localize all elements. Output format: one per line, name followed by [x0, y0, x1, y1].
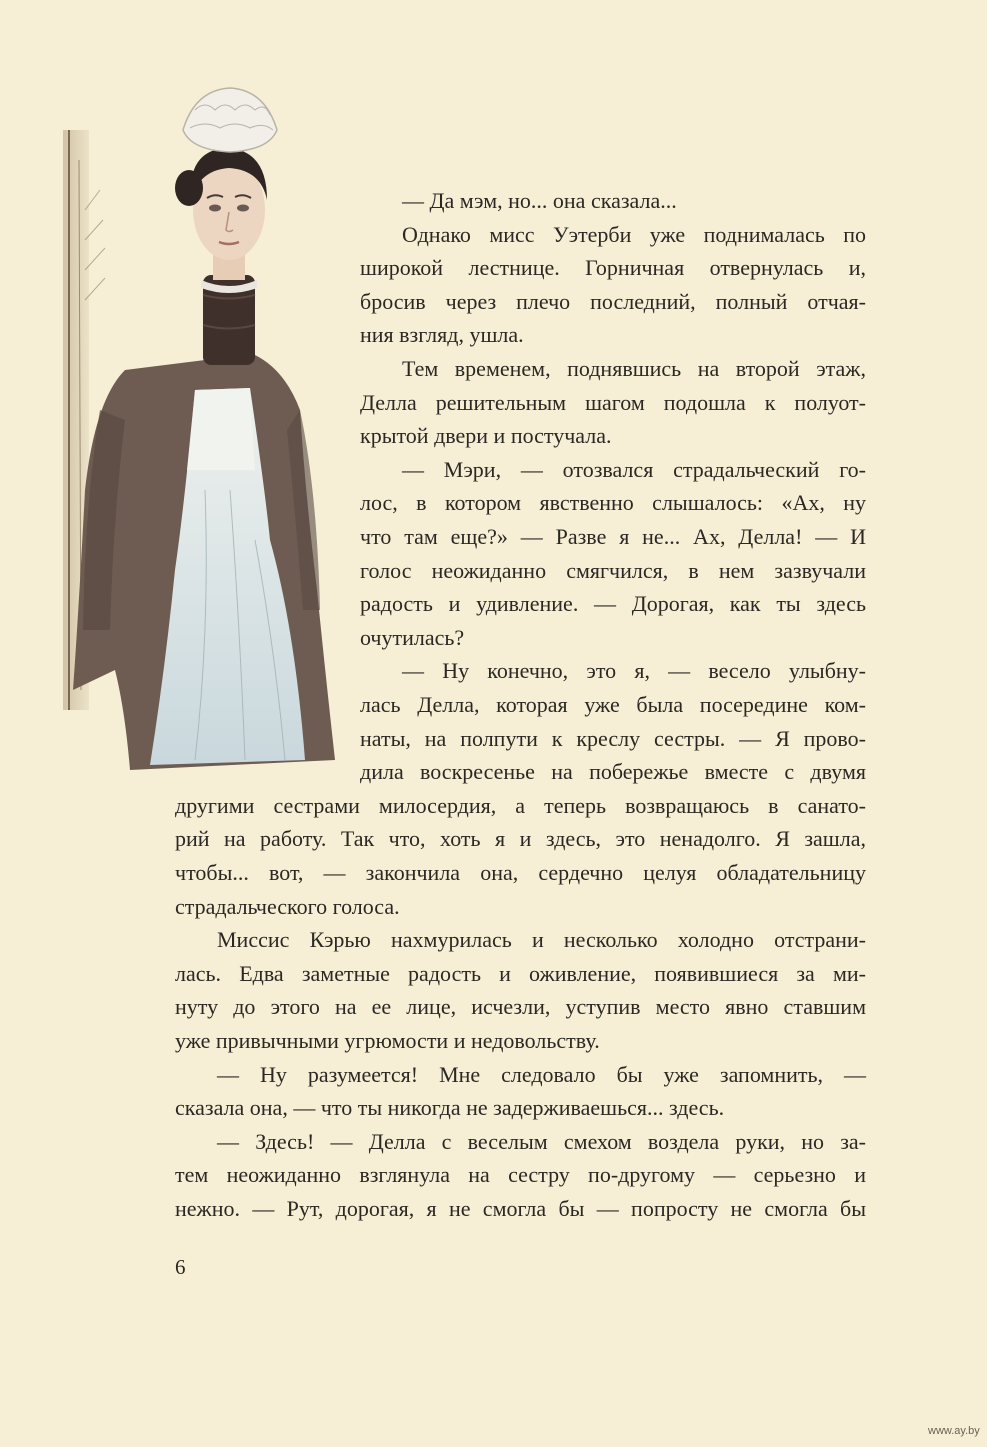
- text-line: рий на работу. Так что, хоть я и здесь, это ненадолго. Я зашла,: [175, 826, 866, 852]
- text-line: — Да мэм, но... она сказала...: [402, 188, 677, 213]
- text-line: страдальческого голоса.: [175, 893, 400, 919]
- text-block-right: [360, 184, 866, 789]
- text-line: чтобы... вот, — закончила она, сердечно целуя обладательницу: [175, 859, 866, 885]
- text-line: Делла решительным шагом подошла к полуот-: [360, 389, 866, 415]
- text-line: наты, на полпути к креслу сестры. — Я прово-: [360, 725, 866, 751]
- text-line: что там еще?» — Разве я не... Ах, Делла! — И: [360, 523, 866, 549]
- text-line: другими сестрами милосердия, а теперь возвращаюсь в санато-: [175, 792, 866, 818]
- text-line: — Здесь! — Делла с веселым смехом воздела руки, но за-: [217, 1128, 866, 1154]
- text-line: бросив через плечо последний, полный отчая-: [360, 288, 866, 314]
- text-line: широкой лестнице. Горничная отвернулась и,: [360, 255, 866, 281]
- text-line: очутилась?: [360, 624, 465, 650]
- watermark: www.ay.by: [928, 1425, 980, 1437]
- text-line: сказала она, — что ты никогда не задерживаешься... здесь.: [175, 1095, 725, 1121]
- text-line: лась. Едва заметные радость и оживление, появившиеся за ми-: [175, 960, 866, 986]
- text-line: нуту до этого на ее лице, исчезли, уступив место явно ставшим: [175, 994, 866, 1020]
- text-line: уже привычными угрюмости и недовольству.: [175, 1027, 600, 1053]
- text-line: — Ну разумеется! Мне следовало бы уже запомнить, —: [217, 1061, 866, 1087]
- text-block-full: [175, 789, 866, 1226]
- page-number: 6: [175, 1255, 186, 1279]
- text-line: голос неожиданно смягчился, в нем зазвучали: [360, 557, 866, 583]
- text-line: лос, в котором явственно слышалось: «Ах, ну: [360, 490, 866, 516]
- text-line: радость и удивление. — Дорогая, как ты здесь: [360, 591, 866, 617]
- text-line: Миссис Кэрью нахмурилась и несколько холодно отстрани-: [217, 927, 866, 953]
- text-line: крытой двери и постучала.: [360, 423, 612, 449]
- text-line: лась Делла, которая уже была посередине ком-: [360, 691, 866, 717]
- text-line: Однако мисс Уэтерби уже поднималась по: [402, 221, 866, 247]
- text-line: — Ну конечно, это я, — весело улыбну-: [402, 658, 866, 684]
- text-line: тем неожиданно взглянула на сестру по-другому — серьезно и: [175, 1162, 866, 1188]
- text-line: дила воскресенье на побережье вместе с двумя: [360, 759, 866, 785]
- text-line: ния взгляд, ушла.: [360, 322, 524, 348]
- text-line: Тем временем, поднявшись на второй этаж,: [402, 355, 866, 381]
- maid-illustration: [55, 70, 355, 770]
- text-line: нежно. — Рут, дорогая, я не смогла бы — попросту не смогла бы: [175, 1195, 866, 1221]
- text-line: — Мэри, — отозвался страдальческий го-: [402, 456, 866, 482]
